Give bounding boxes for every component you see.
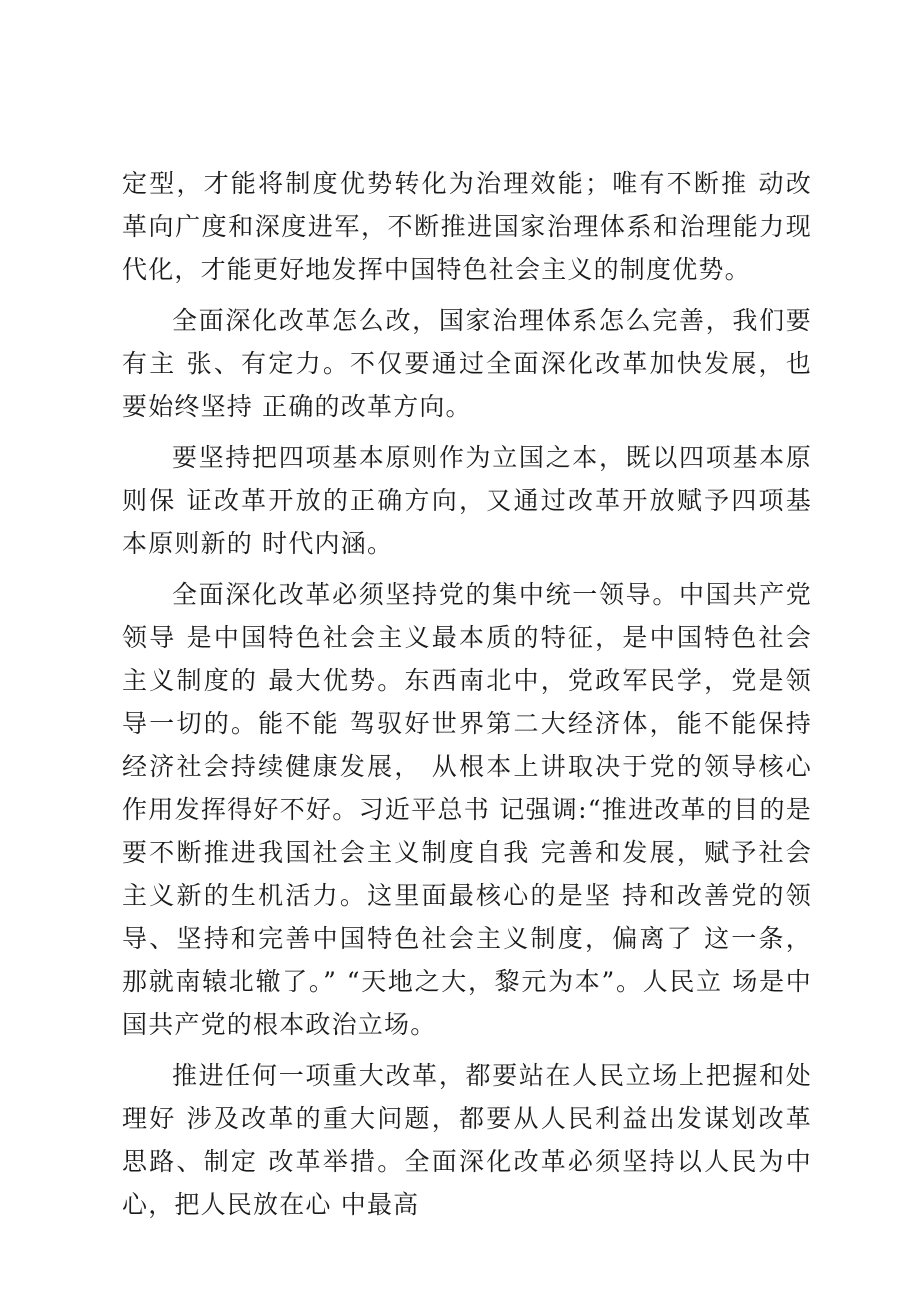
paragraph-2: 全面深化改革怎么改，国家治理体系怎么完善，我们要有主 张、有定力。不仅要通过全面深化改革加快发展，也要始终坚持 正确的改革方向。: [122, 306, 812, 421]
paragraph-4: 全面深化改革必须坚持党的集中统一领导。中国共产党领导 是中国特色社会主义最本质的特征，是中国特色社会主义制度的 最大优势。东西南北中，党政军民学，党是领导一切的。能不能 驾驭好世界第二大经济体，能不能保持经济社会持续健康发展， 从根本上讲取决于党的领导核心作用发挥得好不好。习近平总书 记强调:“推进改革的目的是要不断推进我国社会主义制度自我 完善和发展，赋予社会主义新的生机活力。这里面最核心的是坚 持和改善党的领导、坚持和完善中国特色社会主义制度，偏离了 这一条，那就南辕北辙了。” “天地之大，黎元为本”。人民立 场是中国共产党的根本政治立场。: [122, 580, 812, 1039]
paragraph-5: 推进任何一项重大改革，都要站在人民立场上把握和处理好 涉及改革的重大问题，都要从人民利益出发谋划改革思路、制定 改革举措。全面深化改革必须坚持以人民为中心，把人民放在心 中最高: [122, 1061, 812, 1219]
document-body: [122, 162, 812, 1234]
paragraph-1: 定型，才能将制度优势转化为治理效能；唯有不断推 动改革向广度和深度进军，不断推进国家治理体系和治理能力现 代化，才能更好地发挥中国特色社会主义的制度优势。: [122, 169, 812, 284]
paragraph-3: 要坚持把四项基本原则作为立国之本，既以四项基本原则保 证改革开放的正确方向，又通过改革开放赋予四项基本原则新的 时代内涵。: [122, 443, 812, 558]
